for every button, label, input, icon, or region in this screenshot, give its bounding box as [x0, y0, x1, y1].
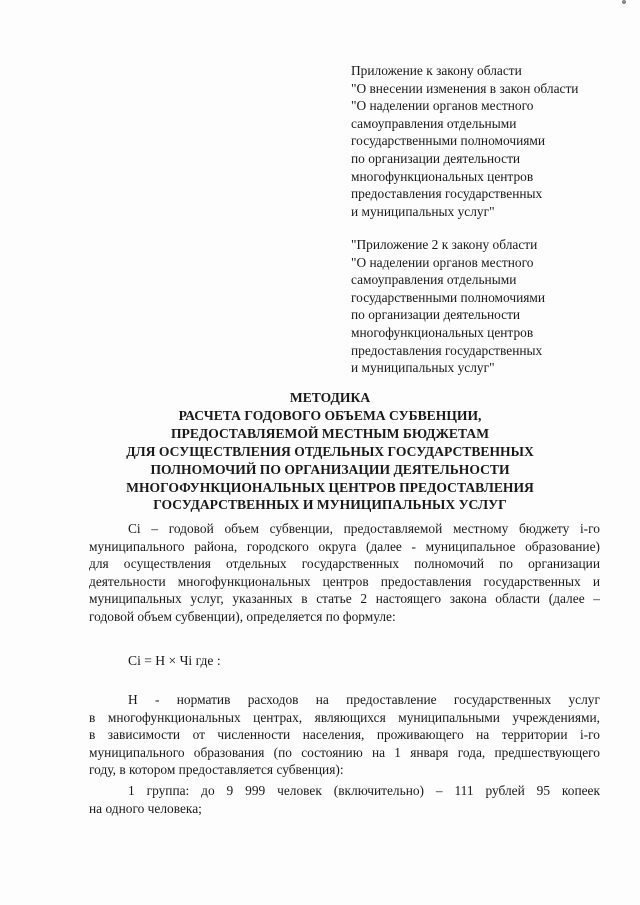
- paragraph-line: Ci – годовой объем субвенции, предоставляемой местному бюджету i-го: [128, 521, 600, 536]
- paragraph-line: годовой объем субвенции), определяется по формуле:: [89, 608, 396, 624]
- body-paragraph: [89, 520, 600, 626]
- paragraph-line: на одного человека;: [89, 800, 202, 816]
- paragraph-line: для осуществления отдельных государственных полномочий по организации: [89, 556, 600, 572]
- appendix-line: Приложение к закону области: [351, 63, 522, 78]
- title-line: РАСЧЕТА ГОДОВОГО ОБЪЕМА СУБВЕНЦИИ,: [178, 407, 482, 423]
- title-line: ГОСУДАРСТВЕННЫХ И МУНИЦИПАЛЬНЫХ УСЛУГ: [153, 497, 507, 513]
- appendix-line: самоуправления отдельными: [351, 115, 517, 131]
- paragraph-line: Н - норматив расходов на предоставление государственных услуг: [128, 692, 600, 707]
- appendix-2-line: "Приложение 2 к закону области: [351, 237, 538, 252]
- title-line: МНОГОФУНКЦИОНАЛЬНЫХ ЦЕНТРОВ ПРЕДОСТАВЛЕНИЯ: [126, 479, 534, 495]
- appendix-line: "О наделении органов местного: [351, 98, 534, 114]
- paragraph-line: 1 группа: до 9 999 человек (включительно) – 111 рублей 95 копеек: [128, 783, 600, 798]
- appendix-2-line: и муниципальных услуг": [351, 360, 495, 376]
- paragraph-line: муниципальных услуг, указанных в статье 2 настоящего закона области (далее –: [89, 591, 600, 607]
- paragraph-line: в многофункциональных центрах, являющихся муниципальными учреждениями,: [89, 709, 600, 725]
- paragraph-line: году, в котором предоставляется субвенция):: [89, 762, 344, 778]
- paragraph-line: муниципального района, городского округа (далее - муниципальное образование): [89, 538, 600, 554]
- appendix-2-line: "О наделении органов местного: [351, 254, 534, 270]
- appendix-2-line: по организации деятельности: [351, 307, 521, 323]
- paragraph-line: деятельности многофункциональных центров предоставления государственных и: [89, 573, 600, 589]
- appendix-2-header: [351, 236, 621, 377]
- appendix-line: и муниципальных услуг": [351, 203, 495, 219]
- title-line: ПРЕДОСТАВЛЯЕМОЙ МЕСТНЫМ БЮДЖЕТАМ: [170, 425, 490, 441]
- title-line: ДЛЯ ОСУЩЕСТВЛЕНИЯ ОТДЕЛЬНЫХ ГОСУДАРСТВЕННЫХ: [126, 443, 534, 459]
- appendix-line: "О внесении изменения в закон области: [351, 80, 579, 96]
- appendix-2-line: самоуправления отдельными: [351, 272, 517, 288]
- appendix-line: многофункциональных центров: [351, 168, 534, 184]
- title-line: ПОЛНОМОЧИЙ ПО ОРГАНИЗАЦИИ ДЕЯТЕЛЬНОСТИ: [150, 461, 510, 477]
- document-title: [60, 389, 600, 514]
- appendix-2-line: предоставления государственных: [351, 342, 543, 358]
- scan-mark: [622, 0, 626, 4]
- appendix-2-line: многофункциональных центров: [351, 324, 534, 340]
- body-paragraph-2: [89, 691, 600, 779]
- appendix-header: [351, 62, 621, 220]
- appendix-line: предоставления государственных: [351, 186, 543, 202]
- appendix-2-line: государственными полномочиями: [351, 289, 546, 305]
- paragraph-line: муниципального образования (по состоянию на 1 января года, предшествующего: [89, 744, 600, 760]
- paragraph-line: в зависимости от численности населения, проживающего на территории i-го: [89, 727, 600, 743]
- appendix-line: по организации деятельности: [351, 150, 521, 166]
- body-paragraph-3: [89, 782, 600, 817]
- title-line: МЕТОДИКА: [289, 390, 371, 405]
- formula: Ci = Н × Чi где :: [128, 653, 221, 668]
- appendix-line: государственными полномочиями: [351, 133, 546, 149]
